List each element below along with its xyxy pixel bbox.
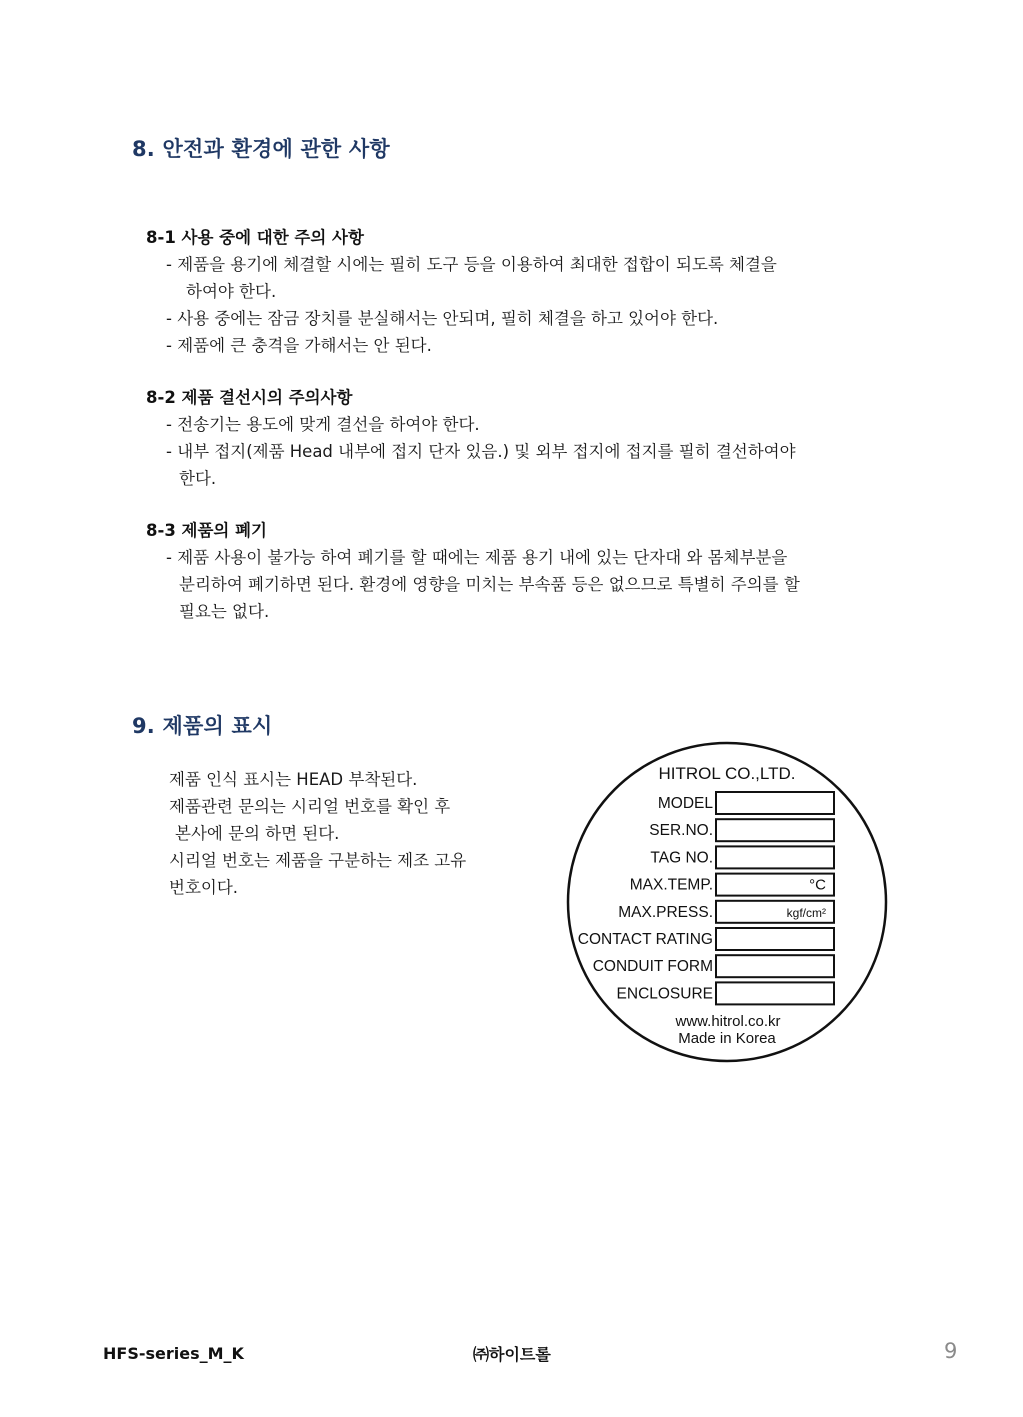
nameplate-website: www.hitrol.co.kr [675, 1013, 781, 1030]
section-8-2-line: - 내부 접지(제품 Head 내부에 접지 단자 있음.) 및 외부 접지에 접지를 필히 결선하여야 [166, 442, 796, 461]
nameplate-field-row [658, 792, 834, 814]
footer-company: ㈜하이트롤 [473, 1345, 551, 1364]
section-8-3-line: 필요는 없다. [179, 602, 270, 621]
nameplate-field-box [716, 928, 834, 950]
section-8-1-heading: 8-1 사용 중에 대한 주의 사항 [146, 228, 364, 247]
section-8-3-line: 분리하여 폐기하면 된다. 환경에 영향을 미치는 부속품 등은 없으므로 특별히 주의를 할 [179, 575, 800, 594]
nameplate-field-box [716, 955, 834, 977]
footer-page-number: 9 [944, 1339, 958, 1363]
nameplate-field-label: MAX.TEMP. [629, 876, 713, 894]
nameplate-field-row [593, 955, 834, 977]
section-9-line: 제품관련 문의는 시리얼 번호를 확인 후 [169, 797, 451, 816]
product-nameplate [560, 740, 895, 1065]
nameplate-field-label: ENCLOSURE [616, 985, 713, 1003]
section-8-1-line: - 제품에 큰 충격을 가해서는 안 된다. [166, 336, 432, 355]
section-8-2-line: 한다. [179, 469, 217, 488]
nameplate-field-row [578, 928, 834, 950]
footer-doc-id: HFS-series_M_K [103, 1344, 244, 1363]
nameplate-field-unit: kgf/cm² [786, 905, 826, 920]
nameplate-field-box [716, 982, 834, 1004]
nameplate-field-label: TAG NO. [650, 849, 713, 867]
section-8-1-line: 하여야 한다. [186, 282, 277, 301]
nameplate-company: HITROL CO.,LTD. [658, 764, 796, 783]
nameplate-field-label: MODEL [657, 795, 713, 812]
nameplate-field-row [617, 982, 834, 1004]
section-8-title: 8. 안전과 환경에 관한 사항 [132, 137, 390, 161]
section-9-line: 시리얼 번호는 제품을 구분하는 제조 고유 [169, 851, 467, 870]
nameplate-origin: Made in Korea [678, 1030, 776, 1047]
section-8-2-line: - 전송기는 용도에 맞게 결선을 하여야 한다. [166, 415, 480, 434]
section-9-line: 번호이다. [169, 878, 239, 897]
section-9-line: 제품 인식 표시는 HEAD 부착된다. [169, 770, 418, 789]
section-8-1-line: - 사용 중에는 잠금 장치를 분실해서는 안되며, 필히 체결을 하고 있어야 한다. [166, 309, 719, 328]
nameplate-field-unit: °C [809, 876, 826, 894]
section-8-2-heading: 8-2 제품 결선시의 주의사항 [146, 388, 353, 407]
nameplate-field-box [716, 819, 834, 841]
nameplate-field-label: SER.NO. [649, 822, 713, 840]
nameplate-field-row [618, 901, 834, 923]
nameplate-field-box [716, 846, 834, 868]
section-8-1-line: - 제품을 용기에 체결할 시에는 필히 도구 등을 이용하여 최대한 접합이 되도록 체결을 [166, 255, 777, 274]
nameplate-field-label: CONDUIT FORM [592, 958, 713, 976]
nameplate-field-row [630, 874, 834, 896]
nameplate-field-label: MAX.PRESS. [618, 903, 713, 921]
nameplate-field-label: CONTACT RATING [577, 931, 713, 948]
nameplate-field-row [649, 819, 834, 841]
section-8-3-heading: 8-3 제품의 폐기 [146, 521, 267, 540]
section-9-line: 본사에 문의 하면 된다. [175, 824, 340, 843]
section-8-3-line: - 제품 사용이 불가능 하여 폐기를 할 때에는 제품 용기 내에 있는 단자대 와 몸체부분을 [166, 548, 788, 567]
section-9-title: 9. 제품의 표시 [132, 714, 273, 738]
nameplate-field-row [650, 846, 834, 868]
nameplate-field-box [716, 792, 834, 814]
